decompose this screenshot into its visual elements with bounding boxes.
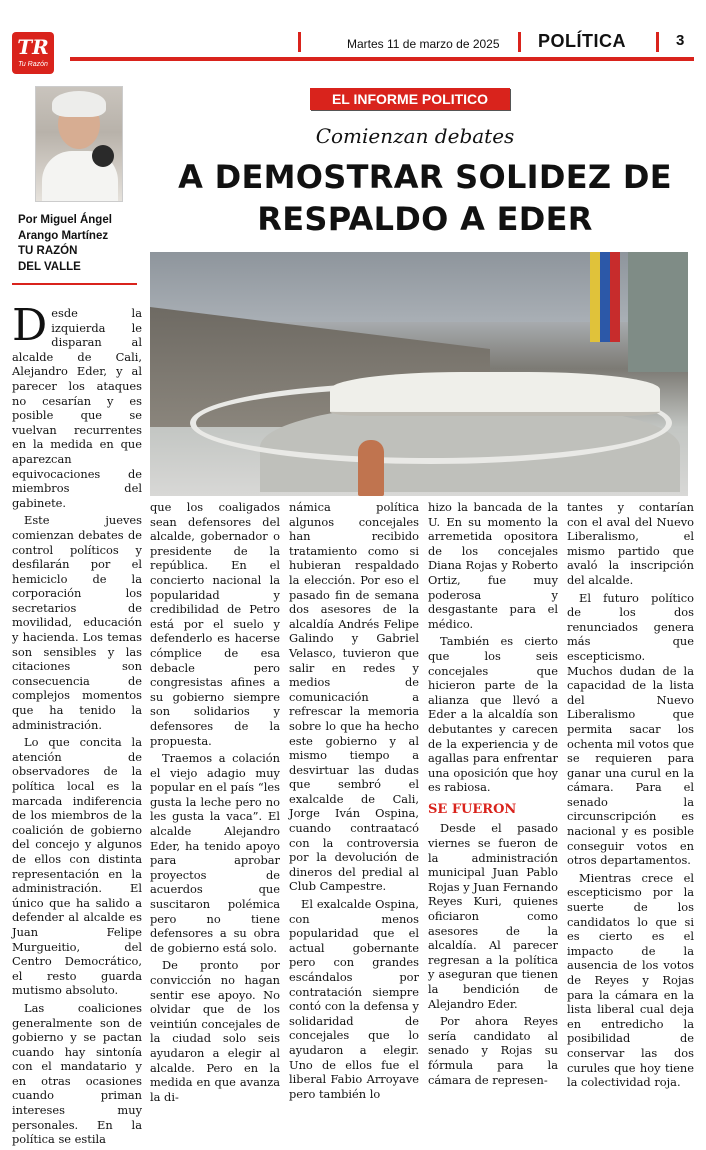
author-photo xyxy=(35,86,123,202)
article-column-5 xyxy=(567,500,694,1093)
section-title: POLÍTICA xyxy=(538,31,626,51)
flags xyxy=(590,252,620,342)
byline-line: DEL VALLE xyxy=(18,260,81,273)
paragraph: esde la izquierda le disparan al alcalde de Cali, Alejandro Eder, y al parecer los ataques no cesarían y es posible que se vuelvan recurrentes en la medida en que aparezcan equivocaciones de miembros del gabinete. xyxy=(12,306,142,510)
byline-line: TU RAZÓN xyxy=(18,245,78,257)
article-headline xyxy=(145,156,705,240)
headline-line: A DEMOSTRAR SOLIDEZ DE xyxy=(178,158,672,196)
logo-subtext: Tu Razón xyxy=(18,61,48,68)
microphone-icon xyxy=(92,145,114,167)
paragraph: De pronto por convicción no hagan sentir ese apoyo. No olvidar que de los veintiún concejales de la ciudad solo seis ayudaron a elegir al alcalde. Pero en la medida en que avanza la di- xyxy=(150,958,280,1104)
article-column-3 xyxy=(289,500,419,1104)
paragraph: Desde el pasado viernes se fueron de la administración municipal Juan Pablo Rojas y Juan Fernando Reyes Kuri, quienes oficiaron como asesores de la alcaldía. Al parecer regresan a la política y aseguran que tienen la bendición de Alejandro Eder. xyxy=(428,821,559,1011)
header-divider xyxy=(298,32,301,52)
byline-line: Por Miguel Ángel xyxy=(18,214,112,226)
subsection-heading: SE FUERON xyxy=(428,801,517,817)
article-column-4 xyxy=(428,500,558,1090)
council-chamber-photo xyxy=(150,252,688,496)
paragraph: Las coaliciones generalmente son de gobierno y se pactan cuando hay sintonía con el mandatario y en otras ocasiones cuando priman intereses muy personales. En la política se estila xyxy=(12,1000,142,1147)
logo-mark: TR xyxy=(17,35,49,59)
newspaper-logo[interactable] xyxy=(12,32,54,74)
header-divider xyxy=(656,32,659,52)
paragraph: hizo la bancada de la U. En su momento la arremetida opositora de los concejales Diana Rojas y Roberto Ortiz, fue muy poderosa y desgastante para el médico. xyxy=(428,500,558,631)
issue-date: Martes 11 de marzo de 2025 xyxy=(347,37,500,51)
paragraph: námica política algunos concejales han recibido tratamiento como si hubieran respaldado la elección. Por eso el pasado fin de semana dos asesores de la alcaldía Andrés Felipe Galindo y Gabriel Velasco, tuvieron que salir en redes y medios de comunicación a refrescar la memoria sobre lo que ha hecho este gobierno y al mismo tiempo a desvirtuar las dudas que sembró el exalcalde de Cali, Jorge Iván Ospina, cuando contraatacó con la controversia por la devolución de dineros del predial al Club Campestre. xyxy=(289,500,419,894)
article-subhead: Comienzan debates xyxy=(315,124,515,148)
paragraph: Lo que concita la atención de observadores de la política local es la marcada indiferencia de los miembros de la coalición de gobierno del concejo y algunos de ellos con distinta representación en la administración. El único que ha salido a defender al alcalde es Juan Felipe Murgueitio, del Centro Democrático, el resto guarda mutismo absoluto. xyxy=(12,735,142,998)
headline-line: RESPALDO A EDER xyxy=(257,200,593,238)
drop-cap: D xyxy=(12,300,48,351)
column-kicker: EL INFORME POLITICO xyxy=(310,88,510,110)
paragraph: tantes y contarían con el aval del Nuevo Liberalismo, el mismo partido que avaló la inscripción del alcalde. xyxy=(567,500,694,587)
paragraph: Mientras crece el escepticismo por la suerte de los candidatos lo que si es cierto es el impacto de la ausencia de los votos de Reyes y Rojas para la cámara en la lista liberal cual deja en entredicho la posibilidad de conservar las dos curules que hoy tiene la colectividad roja. xyxy=(567,870,694,1090)
paragraph: Este jueves comienzan debates de control políticos y desfilarán por el hemiciclo de la corporación los secretarios de movilidad, educación y hacienda. Los temas son sensibles y las citaciones son consecuencia de complejos momentos que ha tenido la administración. xyxy=(12,513,142,732)
author-byline xyxy=(18,213,143,275)
article-column-1 xyxy=(12,300,142,1150)
byline-rule xyxy=(12,283,137,285)
paragraph: El futuro político de los dos renunciados genera más que escepticismo. Muchos dudan de la capacidad de la lista del Nuevo Liberalismo que permita sacar los ochenta mil votos que se requieren para ganar una curul en la cámara. Para el senado la circunscripción es nacional y es posible conseguir votos en otros departamentos. xyxy=(567,590,694,868)
paragraph: Traemos a colación el viejo adagio muy popular en el país “les gusta la leche pero no les gusta la vaca”. El alcalde Alejandro Eder, ha tenido apoyo para aprobar proyectos de acuerdos que suscitaron polémica pero no tiene defensores a su obra de gobierno está solo. xyxy=(150,751,280,955)
header-rule xyxy=(70,57,694,61)
article-column-2 xyxy=(150,500,280,1107)
paragraph: que los coaligados sean defensores del alcalde, gobernador o presidente de la república. En el concierto nacional la popularidad y credibilidad de Petro está por el suelo y defenderlo es hacerse cómplice de esa debacle pero congresistas afines a su gobierno siempre son solidarios y defensores de la propuesta. xyxy=(150,500,280,748)
paragraph: Por ahora Reyes sería candidato al senado y Rojas su fórmula para la cámara de represen- xyxy=(428,1014,558,1087)
page-number: 3 xyxy=(676,32,685,49)
byline-line: Arango Martínez xyxy=(18,229,109,242)
paragraph: También es cierto que los seis concejales que hicieron parte de la alianza que llevó a Eder a la alcaldía son debutantes y carecen de la experiencia y de agallas para enfrentar una oposición que hoy es rabiosa. xyxy=(428,634,558,795)
paragraph: El exalcalde Ospina, con menos popularidad que el actual gobernante pero con grandes escándalos por contratación siempre contó con la defensa y solidaridad de concejales que lo ayudaron a elegir. Uno de ellos fue el liberal Fabio Arroyave pero también lo xyxy=(289,897,419,1101)
header-divider xyxy=(518,32,521,52)
